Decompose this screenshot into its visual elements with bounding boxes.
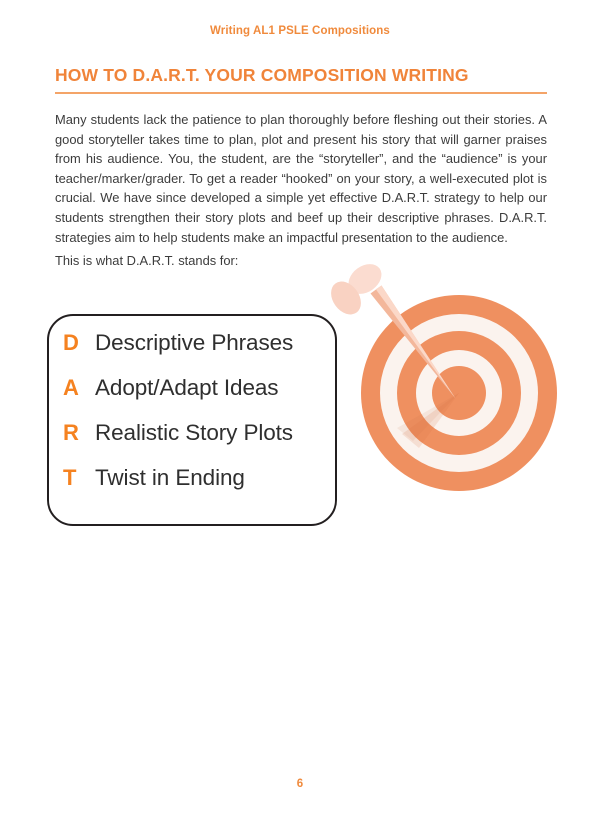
dart-letter: R xyxy=(63,420,79,445)
lead-in-text: This is what D.A.R.T. stands for: xyxy=(55,253,239,268)
dart-meaning: Descriptive Phrases xyxy=(95,330,294,355)
dart-row xyxy=(49,467,335,512)
dart-row xyxy=(49,377,335,422)
title-block xyxy=(55,66,547,94)
dart-meaning: Twist in Ending xyxy=(95,465,245,490)
dart-letter: T xyxy=(63,465,77,490)
dart-row xyxy=(49,332,335,377)
dart-meaning: Realistic Story Plots xyxy=(95,420,293,445)
body-paragraph: Many students lack the patience to plan thoroughly before fleshing out their stories. A good storyteller takes time to plan, plot and present his story that will garner praises from his audience. You, the student, are the “storyteller”, and the “audience” is your teacher/marker/grader. To get a reader “hooked” on your story, a well-executed plot is crucial. We have since developed a simple yet effective D.A.R.T. strategy to help our students strengthen their story plots and beef up their descriptive phrases. D.A.R.T. strategies aim to help students make an impactful presentation to the audience. xyxy=(55,112,547,245)
page-number: 6 xyxy=(296,778,304,790)
page-title: HOW TO D.A.R.T. YOUR COMPOSITION WRITING xyxy=(55,65,469,85)
dart-row xyxy=(49,422,335,467)
dart-letter: D xyxy=(63,330,79,355)
dart-letter: A xyxy=(63,375,79,400)
dart-meaning: Adopt/Adapt Ideas xyxy=(95,375,279,400)
dartboard-illustration xyxy=(318,252,570,504)
dartboard-icon xyxy=(318,252,570,504)
dart-acronym-box xyxy=(47,314,337,526)
title-underline xyxy=(55,92,547,93)
running-head: Writing AL1 PSLE Compositions xyxy=(210,25,390,37)
